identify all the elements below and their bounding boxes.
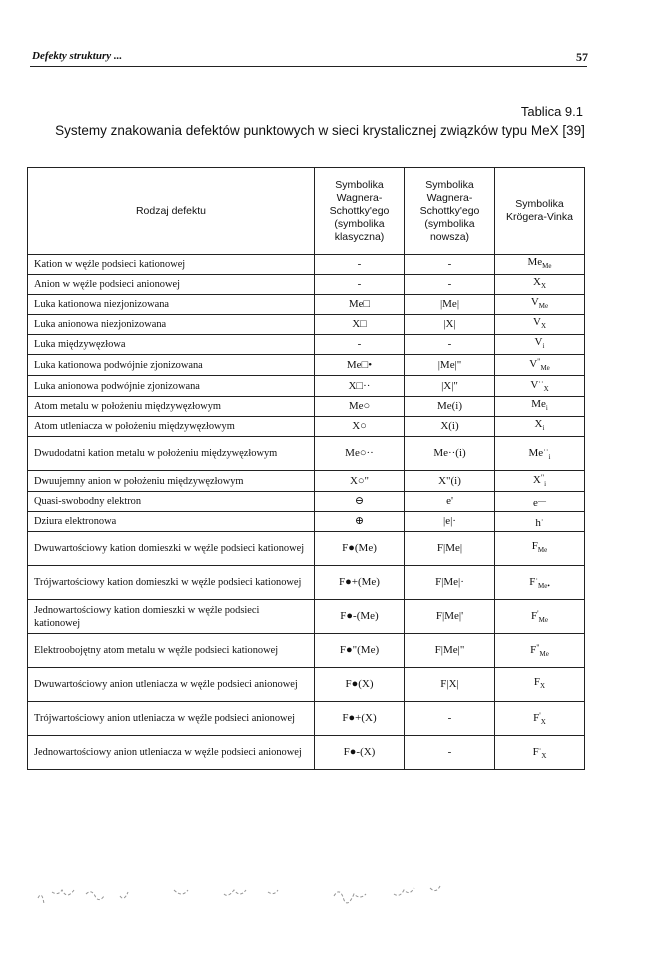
kv-base: V: [532, 316, 541, 328]
kv-subscript: i: [542, 342, 545, 350]
kroger-vink-symbol-cell: [495, 335, 585, 355]
table-row: [28, 355, 585, 376]
kroger-vink-symbol-cell: [495, 512, 585, 532]
column-header-defect-type: Rodzaj defektu: [28, 168, 315, 255]
defect-type-cell: Luka kationowa podwójnie zjonizowana: [28, 355, 315, 376]
kv-subscript: Me: [538, 302, 549, 310]
defect-type-cell: Trójwartościowy anion utleniacza w węźle podsieci anionowej: [28, 702, 315, 736]
table-row: [28, 492, 585, 512]
ws-classic-symbol-cell: Me○: [315, 397, 405, 417]
table-row: [28, 335, 585, 355]
kv-subscript: Me: [537, 546, 548, 554]
table-row: [28, 255, 585, 275]
table-row: [28, 397, 585, 417]
kv-subscript: X: [543, 385, 549, 393]
ws-classic-symbol-cell: F●+(X): [315, 702, 405, 736]
kv-superscript: ··: [538, 378, 544, 387]
ws-new-symbol-cell: F|X|: [405, 668, 495, 702]
defect-type-cell: Atom metalu w położeniu międzywęzłowym: [28, 397, 315, 417]
ws-new-symbol-cell: |Me|": [405, 355, 495, 376]
kroger-vink-symbol-cell: [495, 315, 585, 335]
table-row: [28, 376, 585, 397]
table-body: [28, 255, 585, 770]
defect-type-cell: Atom utleniacza w położeniu międzywęzłowym: [28, 417, 315, 437]
kroger-vink-symbol-cell: [495, 376, 585, 397]
defect-type-cell: Luka międzywęzłowa: [28, 335, 315, 355]
table-row: [28, 471, 585, 492]
ws-classic-symbol-cell: X□··: [315, 376, 405, 397]
kroger-vink-symbol-cell: [495, 471, 585, 492]
kv-subscript: X: [540, 682, 546, 690]
ws-new-symbol-cell: X"(i): [405, 471, 495, 492]
defect-type-cell: Luka anionowa niezjonizowana: [28, 315, 315, 335]
kv-base: F: [533, 676, 541, 688]
kroger-vink-symbol-cell: [495, 275, 585, 295]
kv-base: Me: [527, 256, 543, 268]
kv-subscript: X: [540, 322, 546, 330]
ws-classic-symbol-cell: F●(Me): [315, 532, 405, 566]
kv-base: Me: [531, 398, 546, 410]
kv-subscript: i: [544, 480, 547, 488]
kv-subscript: Me: [538, 615, 548, 624]
table-header-row: [28, 168, 585, 255]
ws-classic-symbol-cell: Me□: [315, 295, 405, 315]
kroger-vink-symbol-cell: [495, 397, 585, 417]
kv-subscript: X: [541, 751, 547, 760]
kv-subscript: Me: [540, 364, 550, 372]
defect-type-cell: Dwudodatni kation metalu w położeniu międzywęzłowym: [28, 437, 315, 471]
kroger-vink-symbol-cell: [495, 355, 585, 376]
kv-base: F: [533, 711, 540, 724]
handwritten-scribble: [34, 870, 454, 920]
ws-classic-symbol-cell: -: [315, 275, 405, 295]
kv-subscript: i: [542, 424, 545, 432]
defect-type-cell: Dwuwartościowy kation domieszki w węźle podsieci kationowej: [28, 532, 315, 566]
defect-type-cell: Dwuujemny anion w położeniu międzywęzłowym: [28, 471, 315, 492]
kroger-vink-symbol-cell: [495, 668, 585, 702]
table-caption: Systemy znakowania defektów punktowych w sieci krystalicznej związków typu MeX [39]: [55, 123, 585, 138]
defect-type-cell: Kation w węźle podsieci kationowej: [28, 255, 315, 275]
running-title: Defekty struktury ...: [32, 50, 123, 62]
kv-subscript: Me: [542, 262, 552, 270]
ws-new-symbol-cell: F|Me|: [405, 532, 495, 566]
kroger-vink-symbol-cell: [495, 702, 585, 736]
kroger-vink-symbol-cell: [495, 492, 585, 512]
kv-superscript: ·: [540, 515, 544, 525]
defect-type-cell: Quasi-swobodny elektron: [28, 492, 315, 512]
ws-new-symbol-cell: |X|: [405, 315, 495, 335]
ws-new-symbol-cell: X(i): [405, 417, 495, 437]
ws-new-symbol-cell: Me(i): [405, 397, 495, 417]
kroger-vink-symbol-cell: [495, 437, 585, 471]
defect-type-cell: Jednowartościowy kation domieszki w węźle podsieci kationowej: [28, 600, 315, 634]
kroger-vink-symbol-cell: [495, 600, 585, 634]
ws-classic-symbol-cell: F●+(Me): [315, 566, 405, 600]
kv-base: e: [533, 496, 538, 509]
table-row: [28, 275, 585, 295]
ws-new-symbol-cell: F|Me|·: [405, 566, 495, 600]
ws-new-symbol-cell: F|Me|": [405, 634, 495, 668]
kv-superscript: ": [537, 357, 541, 366]
ws-new-symbol-cell: -: [405, 335, 495, 355]
kv-superscript: ··: [543, 445, 549, 455]
ws-classic-symbol-cell: F●-(Me): [315, 600, 405, 634]
table-row: [28, 702, 585, 736]
kv-base: F: [530, 643, 537, 656]
kv-base: V: [534, 336, 543, 348]
ws-new-symbol-cell: Me··(i): [405, 437, 495, 471]
kroger-vink-symbol-cell: [495, 295, 585, 315]
kv-base: F: [529, 575, 536, 588]
table-row: [28, 634, 585, 668]
ws-new-symbol-cell: -: [405, 736, 495, 770]
kv-subscript: i: [548, 452, 551, 461]
kv-superscript: ": [536, 642, 540, 652]
table-label: Tablica 9.1: [520, 104, 583, 119]
ws-classic-symbol-cell: X○: [315, 417, 405, 437]
kv-superscript: —: [537, 495, 546, 505]
ws-classic-symbol-cell: -: [315, 335, 405, 355]
table-row: [28, 566, 585, 600]
kv-superscript: ': [539, 710, 541, 720]
table-row: [28, 668, 585, 702]
kv-base: X: [532, 276, 541, 288]
table-row: [28, 417, 585, 437]
defect-type-cell: Luka kationowa niezjonizowana: [28, 295, 315, 315]
defect-type-cell: Anion w węźle podsieci anionowej: [28, 275, 315, 295]
kv-superscript: ': [537, 608, 539, 618]
defect-type-cell: Jednowartościowy anion utleniacza w węźle podsieci anionowej: [28, 736, 315, 770]
table-row: [28, 512, 585, 532]
table-row: [28, 437, 585, 471]
kv-subscript: Me•: [538, 581, 550, 590]
page-number: 57: [576, 50, 588, 64]
kv-subscript: X: [540, 717, 546, 726]
kv-superscript: ·: [535, 574, 538, 584]
ws-new-symbol-cell: -: [405, 275, 495, 295]
ws-new-symbol-cell: F|Me|': [405, 600, 495, 634]
ws-new-symbol-cell: -: [405, 255, 495, 275]
kv-subscript: X: [540, 282, 546, 290]
ws-classic-symbol-cell: -: [315, 255, 405, 275]
kv-base: V: [529, 358, 538, 370]
ws-new-symbol-cell: |e|·: [405, 512, 495, 532]
ws-classic-symbol-cell: Me□•: [315, 355, 405, 376]
kv-base: F: [531, 609, 538, 622]
defect-type-cell: Elektroobojętny atom metalu w węźle podsieci kationowej: [28, 634, 315, 668]
kv-base: X: [534, 418, 543, 430]
kroger-vink-symbol-cell: [495, 417, 585, 437]
kv-base: X: [532, 474, 541, 486]
defect-type-cell: Trójwartościowy kation domieszki w węźle podsieci kationowej: [28, 566, 315, 600]
kv-base: Me: [528, 446, 544, 459]
kroger-vink-symbol-cell: [495, 634, 585, 668]
column-header-ws-classic: Symbolika Wagnera-Schottky'ego (symbolika klasyczna): [315, 168, 405, 255]
column-header-ws-new: Symbolika Wagnera-Schottky'ego (symbolika nowsza): [405, 168, 495, 255]
kv-superscript: ": [540, 473, 545, 482]
table-row: [28, 736, 585, 770]
header-rule: [30, 66, 587, 67]
kv-base: V: [530, 296, 539, 308]
column-header-kroger-vink: Symbolika Krögera-Vinka: [495, 168, 585, 255]
kv-base: h: [535, 516, 541, 529]
ws-new-symbol-cell: -: [405, 702, 495, 736]
kv-superscript: ·: [538, 744, 542, 754]
table-row: [28, 295, 585, 315]
kv-subscript: Me: [539, 649, 549, 658]
ws-classic-symbol-cell: F●"(Me): [315, 634, 405, 668]
kroger-vink-symbol-cell: [495, 255, 585, 275]
ws-classic-symbol-cell: F●(X): [315, 668, 405, 702]
defect-type-cell: Dziura elektronowa: [28, 512, 315, 532]
ws-new-symbol-cell: e': [405, 492, 495, 512]
kroger-vink-symbol-cell: [495, 566, 585, 600]
ws-new-symbol-cell: |X|": [405, 376, 495, 397]
defect-symbol-table: [27, 167, 585, 770]
defect-type-cell: Dwuwartościowy anion utleniacza w węźle podsieci anionowej: [28, 668, 315, 702]
kroger-vink-symbol-cell: [495, 532, 585, 566]
table-row: [28, 315, 585, 335]
kv-base: F: [531, 540, 538, 552]
table-row: [28, 532, 585, 566]
ws-classic-symbol-cell: ⊖: [315, 492, 405, 512]
ws-classic-symbol-cell: ⊕: [315, 512, 405, 532]
ws-classic-symbol-cell: X□: [315, 315, 405, 335]
ws-new-symbol-cell: |Me|: [405, 295, 495, 315]
kv-base: F: [532, 745, 539, 758]
ws-classic-symbol-cell: Me○··: [315, 437, 405, 471]
ws-classic-symbol-cell: F●-(X): [315, 736, 405, 770]
kroger-vink-symbol-cell: [495, 736, 585, 770]
kv-subscript: i: [545, 404, 548, 412]
ws-classic-symbol-cell: X○": [315, 471, 405, 492]
defect-type-cell: Luka anionowa podwójnie zjonizowana: [28, 376, 315, 397]
kv-base: V: [530, 379, 539, 391]
table-row: [28, 600, 585, 634]
